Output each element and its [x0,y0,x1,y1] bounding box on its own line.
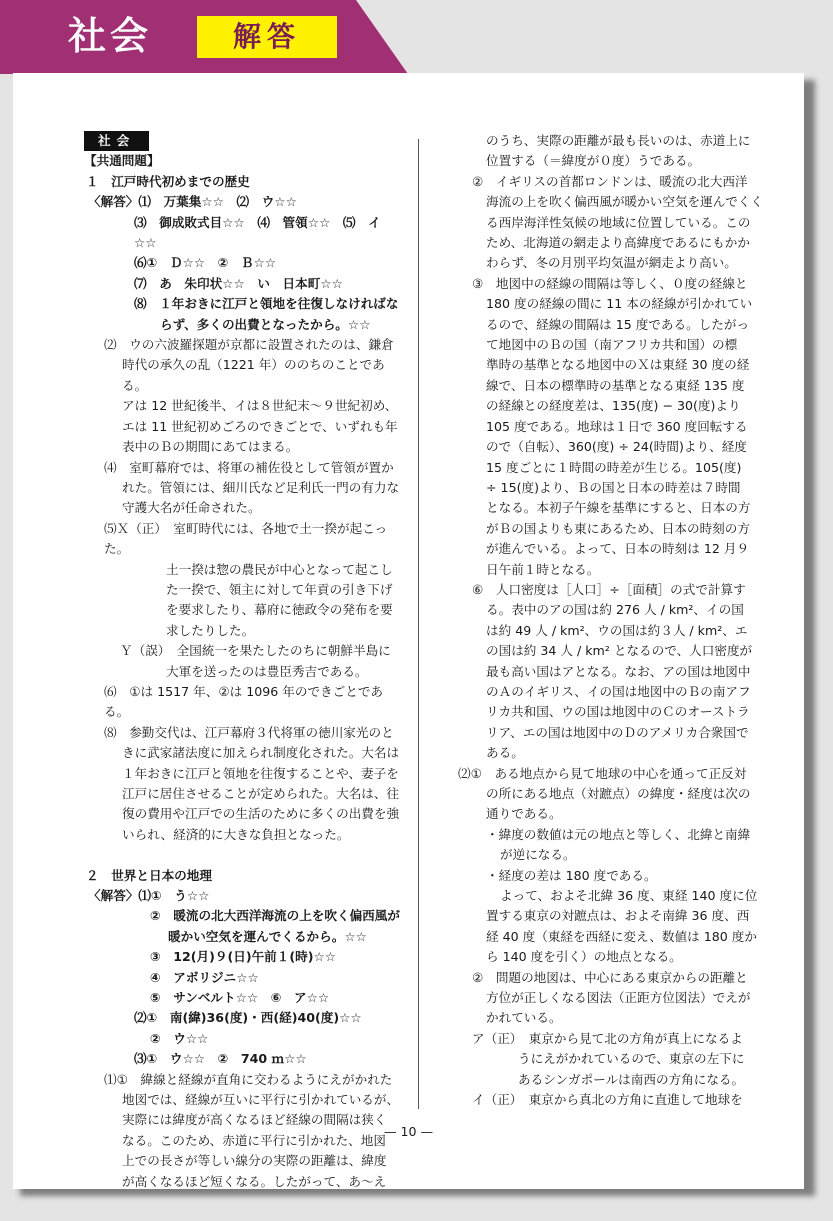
line-text: ⑶① ウ☆☆ ② 740 ｍ☆☆ [134,1051,307,1067]
text-line [68,1029,400,1049]
line-text: ため、北海道の網走より高緯度であるにもかか [486,235,750,251]
line-text: れた。管領には、細川氏など足利氏一門の有力な [122,479,400,495]
text-line [68,988,400,1008]
text-line [444,682,778,702]
text-line [68,825,400,845]
text-line [68,417,400,437]
page-number: — 10 — [383,1124,434,1139]
line-text: の所にある地点（対蹠点）の緯度・経度は次の [486,786,751,801]
text-line [68,927,400,947]
answer-tag: 解答 [197,16,337,58]
text-line [68,682,400,723]
line-text: 大軍を送ったのは豊臣秀吉である。 [166,663,368,679]
text-line [68,866,400,886]
text-line [68,621,400,641]
text-line [444,192,778,212]
text-line [68,1151,400,1171]
line-text: ・緯度の数値は元の地点と等しく、北緯と南緯 [486,826,751,842]
line-text: ⑺ あ 朱印状☆☆ い 日本町☆☆ [134,275,343,291]
text-line [68,172,400,192]
line-text: １年おきに江戸と領地を往復することや、妻子を [122,765,399,781]
text-line [444,355,778,375]
line-text: 経 40 度（東経を西経に変え、数値は 180 度か [486,928,757,944]
line-text: ÷ 15(度)より、Ｂの国と日本の時差は７時間 [486,479,741,495]
text-line [68,192,400,212]
text-line [68,804,400,824]
text-line [444,478,778,498]
line-text: ② 問題の地図は、中心にある東京からの距離と [472,969,748,985]
line-text: １ 江戸時代初めまでの歴史 [86,173,250,189]
text-line [444,702,778,722]
text-line [68,662,400,682]
text-line [444,396,778,416]
line-text: ・経度の差は 180 度である。 [486,867,657,883]
text-line [68,355,400,396]
text-line [444,764,778,784]
line-text: となる。本初子午線を基準にすると、日本の方 [486,500,751,516]
line-text: ⑷ 室町幕府では、将軍の補佐役として管領が置か [104,459,394,475]
line-text: 置する東京の対蹠点は、およそ南緯 36 度、西 [486,908,750,924]
line-text: アは 12 世紀後半、イは８世紀末～９世紀初め、 [122,398,398,414]
text-line [444,906,778,926]
text-line [68,641,400,661]
line-text: ので（自転）、360(度) ÷ 24(時間)より、経度 [486,439,747,455]
text-line [68,784,400,804]
text-line [68,213,400,254]
line-text: 江戸に居住させることが定められた。大名は、往 [122,786,400,801]
text-line [68,335,400,355]
line-text: あるシンガポールは南西の方角になる。 [518,1071,745,1087]
line-text: 最も高い国はアとなる。なお、アの国は地図中 [486,663,751,679]
line-text: のうち、実際の距離が最も長いのは、赤道上に [486,133,751,148]
line-text: きに武家諸法度に加えられ制度化された。大名は [122,745,400,761]
text-line [444,988,778,1008]
line-text: ⑻ １年おきに江戸と領地を往復しなければな [134,296,399,312]
line-text: るので、経線の間隔は 15 度である。したがっ [486,316,750,332]
line-text: ③ 地図中の経線の間隔は等しく、０度の経線と [472,275,748,291]
text-line [68,151,400,171]
text-line [444,335,778,355]
text-line [444,274,778,294]
line-text: のＡのイギリス、イの国は地図中のＢの南アフ [486,683,751,699]
line-text: る。表中のアの国は約 276 人 / km²、イの国 [486,602,744,618]
line-text: の経線との経度差は、135(度) − 30(度)より [486,398,741,414]
text-line [444,845,778,865]
line-text: ⑵① 南(緯)36(度)・西(経)40(度)☆☆ [134,1010,362,1026]
line-text: がＢの国よりも東にあるため、日本の時刻の方 [486,520,750,536]
text-line [68,315,400,335]
text-line [444,662,778,682]
line-text: ⑤ サンベルト☆☆ ⑥ ア☆☆ [150,990,330,1006]
text-line [444,580,778,600]
line-text: た一揆で、領主に対して年貢の引き下げ [166,581,393,597]
line-text: ⑴① 緯線と経線が直角に交わるようにえがかれた [104,1071,393,1087]
line-text: ⑥ 人口密度は［人口］÷［面積］の式で計算す [472,581,746,597]
text-line [68,723,400,743]
text-line [444,804,778,824]
text-line [68,1070,400,1090]
line-text: 求したりした。 [166,622,255,638]
text-line [444,1008,778,1028]
text-line [444,233,778,253]
text-line [444,866,778,886]
line-text: ③ 12(月)９(日)午前１(時)☆☆ [150,949,337,965]
text-line [68,458,400,478]
text-line [444,1070,778,1090]
section-heading-label: 社会 [84,131,149,151]
line-text: 〈解答〉⑴ 万葉集☆☆ ⑵ ウ☆☆ [88,194,297,210]
text-line [444,519,778,539]
text-line [68,743,400,763]
line-text: Ｙ（誤） 全国統一を果たしたのちに朝鮮半島に [120,643,391,659]
line-text: ある。 [486,745,524,761]
line-text: 位置する（＝緯度が０度）うである。 [486,153,701,169]
text-line [444,560,778,580]
line-text: 復の費用や江戸での生活のために多くの出費を強 [122,806,400,822]
text-line [444,213,778,233]
text-line [68,396,400,416]
line-text: 105 度である。地球は１日で 360 度回転する [486,418,748,434]
text-line [68,519,400,560]
line-text: 【共通問題】 [84,153,160,169]
line-text: を要求したり、幕府に徳政令の発布を要 [166,602,393,618]
line-text: ⑵ ウの六波羅探題が京都に設置されたのは、鎌倉 [104,337,394,353]
line-text: よって、およそ北緯 36 度、東経 140 度に位 [500,888,758,904]
subject-title: 社会 [68,14,153,58]
line-text: ② ウ☆☆ [150,1030,209,1046]
text-line [68,560,400,580]
line-text: 暖かい空気を運んでくるから。☆☆ [168,928,367,944]
text-line [444,294,778,314]
line-text: ④ アボリジニ☆☆ [150,969,259,985]
line-text: 方位が正しくなる図法（正距方位図法）でえが [486,990,751,1006]
text-line [444,600,778,620]
line-text: わらず、冬の月別平均気温が網走より高い。 [486,255,737,271]
left-column [68,131,400,1192]
text-line [68,600,400,620]
line-text: 守護大名が任命された。 [122,500,261,516]
text-line [444,172,778,192]
line-text: が進んでいる。よって、日本の時刻は 12 月９ [486,541,750,557]
text-line [444,458,778,478]
line-text: なる。このため、赤道に平行に引かれた、地図 [122,1132,386,1148]
line-text: ⑸Ｘ（正） 室町時代には、各地で土一揆が起こった。 [104,520,388,557]
line-text: ２ 世界と日本の地理 [86,867,212,883]
text-line [444,968,778,988]
line-text: ⑵① ある地点から見て地球の中心を通って正反対 [458,765,747,781]
text-line [444,947,778,967]
text-line [68,886,400,906]
line-text: 日午前１時となる。 [486,561,600,577]
line-text: ⑹① Ｄ☆☆ ② Ｂ☆☆ [134,255,277,271]
text-line [444,825,778,845]
line-text: らず、多くの出費となったから。☆☆ [160,316,371,332]
text-line [444,376,778,396]
text-line [444,437,778,457]
spacer [68,845,400,865]
text-line [68,580,400,600]
text-line [444,927,778,947]
text-line [444,417,778,437]
text-line [444,253,778,273]
text-line [444,784,778,804]
text-line [68,1008,400,1028]
column-divider [418,139,419,1109]
text-line [444,1090,778,1110]
text-line [68,1172,400,1192]
line-text: ア（正） 東京から見て北の方角が真上になるよ [472,1030,743,1046]
line-text: ⑶ 御成敗式目☆☆ ⑷ 管領☆☆ ⑸ イ☆☆ [134,214,381,251]
text-line [444,621,778,641]
text-line [68,1049,400,1069]
text-line [68,764,400,784]
line-text: ② 暖流の北大西洋海流の上を吹く偏西風が [150,908,400,924]
line-text: ② イギリスの首都ロンドンは、暖流の北大西洋 [472,173,748,189]
line-text: いられ、経済的に大きな負担となった。 [122,826,350,842]
section-heading [68,131,400,151]
line-text: リカ共和国、ウの国は地図中のＣのオーストラ [486,704,750,720]
line-text: 時代の承久の乱（1221 年）ののちのことである。 [122,357,385,393]
line-text: 通りである。 [486,806,562,822]
line-text: は約 49 人 / km²、ウの国は約３人 / km²、エ [486,622,748,638]
line-text: 上での長さが等しい線分の実際の距離は、緯度 [122,1153,387,1169]
header-band [0,0,833,74]
line-text: が高くなるほど短くなる。したがって、あ～え [122,1173,387,1189]
text-line [68,906,400,926]
line-text: かれている。 [486,1010,562,1026]
text-line [444,1049,778,1069]
text-line [444,539,778,559]
line-text: 表中のＢの期間にあてはまる。 [122,439,299,455]
line-text: ⑻ 参勤交代は、江戸幕府３代将軍の徳川家光のと [104,724,394,740]
text-line [68,437,400,457]
text-line [68,968,400,988]
text-line [444,151,778,171]
line-text: エは 11 世紀初めごろのできごとで、いずれも年 [122,418,398,434]
answer-page [13,73,804,1189]
line-text: 15 度ごとに１時間の時差が生じる。105(度) [486,459,742,475]
line-text: 土一揆は惣の農民が中心となって起こし [166,561,393,577]
line-text: の国は約 34 人 / km² となるので、人口密度が [486,643,753,659]
text-line [444,131,778,151]
text-line [444,1029,778,1049]
line-text: が逆になる。 [500,847,576,863]
text-line [68,274,400,294]
line-text: 海流の上を吹く偏西風が暖かい空気を運んでくく [486,194,764,210]
line-text: ら 140 度を引く）の地点となる。 [486,949,682,965]
text-line [68,253,400,273]
text-line [444,498,778,518]
text-line [68,1090,400,1110]
text-line [68,294,400,314]
line-text: イ（正） 東京から真北の方角に直進して地球を [472,1092,743,1108]
line-text: 実際には緯度が高くなるほど経線の間隔は狭く [122,1112,387,1128]
text-line [444,723,778,743]
text-line [68,478,400,498]
text-line [444,315,778,335]
line-text: る西岸海洋性気候の地域に位置している。この [486,214,751,230]
line-text: 線で、日本の標準時の基準となる東経 135 度 [486,377,745,393]
line-text: て地図中のＢの国（南アフリカ共和国）の標 [486,337,738,353]
line-text: 〈解答〉⑴① う☆☆ [88,888,210,904]
text-line [68,947,400,967]
line-text: 準時の基準となる地図中のＸは東経 30 度の経 [486,357,750,373]
text-line [444,641,778,661]
line-text: 180 度の経線の間に 11 本の経線が引かれてい [486,296,753,312]
text-line [68,498,400,518]
text-line [444,743,778,763]
line-text: うにえがかれているので、東京の左下に [518,1051,745,1067]
text-line [444,886,778,906]
line-text: リア、エの国は地図中のＤのアメリカ合衆国で [486,724,749,740]
right-column [444,131,778,1111]
line-text: ⑹ ①は 1517 年、②は 1096 年のできごとである。 [104,683,384,720]
line-text: 地図では、経線が互いに平行に引かれているが、 [122,1092,400,1108]
